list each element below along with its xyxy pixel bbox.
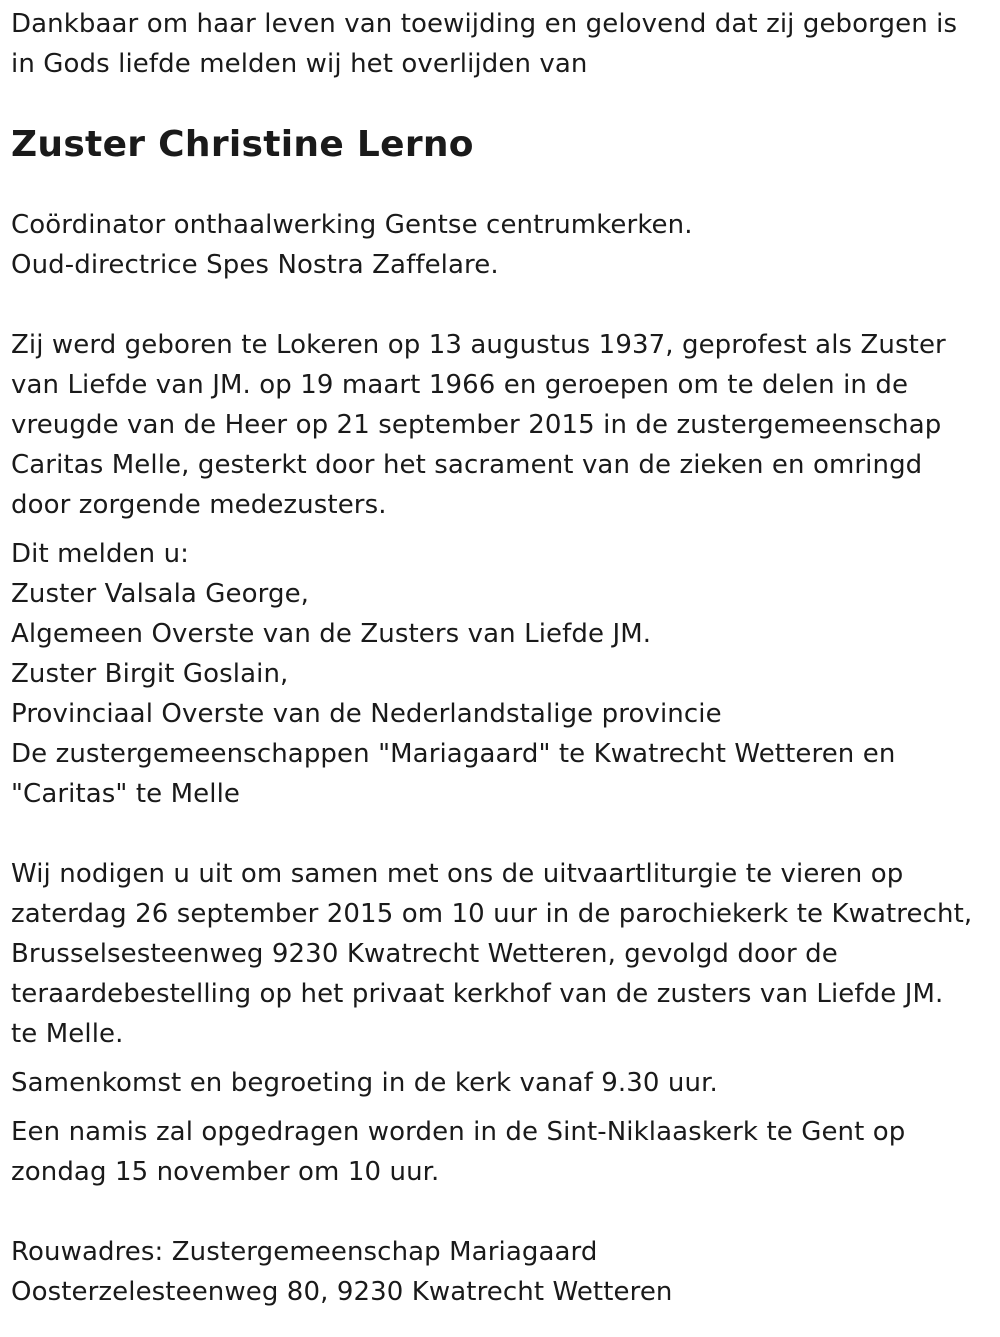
intro-line: Dankbaar om haar leven van toewijding en gelovend dat zij geborgen is (11, 9, 958, 39)
bio-line: door zorgende medezusters. (11, 490, 387, 520)
obituary-document (11, 4, 991, 1312)
role-line: Oud-directrice Spes Nostra Zaffelare. (11, 250, 499, 280)
intro-line: in Gods liefde melden wij het overlijden van (11, 49, 588, 79)
bio-line: Zij werd geboren te Lokeren op 13 augustus 1937, geprofest als Zuster (11, 330, 946, 360)
funeral-line: Wij nodigen u uit om samen met ons de uitvaartliturgie te vieren op (11, 859, 904, 889)
announcer-line: Zuster Valsala George, (11, 579, 310, 609)
deceased-name-title: Zuster Christine Lerno (11, 124, 474, 165)
address-line: Rouwadres: Zustergemeenschap Mariagaard (11, 1237, 598, 1267)
announcers-paragraph (11, 534, 991, 814)
mass-line: Een namis zal opgedragen worden in de Sint-Niklaaskerk te Gent op (11, 1117, 906, 1147)
announcer-line: Algemeen Overste van de Zusters van Liefde JM. (11, 619, 652, 649)
announcer-line: Provinciaal Overste van de Nederlandstalige provincie (11, 699, 722, 729)
address-paragraph (11, 1232, 991, 1312)
announcer-line: "Caritas" te Melle (11, 779, 240, 809)
bio-line: vreugde van de Heer op 21 september 2015 in de zustergemeenschap (11, 410, 942, 440)
gathering-line: Samenkomst en begroeting in de kerk vanaf 9.30 uur. (11, 1068, 718, 1098)
biography-paragraph (11, 325, 991, 525)
bio-line: van Liefde van JM. op 19 maart 1966 en geroepen om te delen in de (11, 370, 909, 400)
bio-line: Caritas Melle, gesterkt door het sacrament van de zieken en omringd (11, 450, 923, 480)
address-line: Oosterzelesteenweg 80, 9230 Kwatrecht Wetteren (11, 1277, 673, 1307)
funeral-line: Brusselsesteenweg 9230 Kwatrecht Wetteren, gevolgd door de (11, 939, 838, 969)
funeral-line: te Melle. (11, 1019, 124, 1049)
announcer-line: Dit melden u: (11, 539, 190, 569)
role-line: Coördinator onthaalwerking Gentse centrumkerken. (11, 210, 693, 240)
mass-line: zondag 15 november om 10 uur. (11, 1157, 440, 1187)
announcer-line: De zustergemeenschappen "Mariagaard" te Kwatrecht Wetteren en (11, 739, 896, 769)
announcer-line: Zuster Birgit Goslain, (11, 659, 289, 689)
mass-paragraph (11, 1112, 991, 1192)
roles-paragraph (11, 205, 991, 285)
funeral-line: teraardebestelling op het privaat kerkhof van de zusters van Liefde JM. (11, 979, 944, 1009)
funeral-paragraph (11, 854, 991, 1054)
funeral-line: zaterdag 26 september 2015 om 10 uur in de parochiekerk te Kwatrecht, (11, 899, 973, 929)
gathering-paragraph (11, 1063, 991, 1103)
intro-paragraph (11, 4, 991, 84)
